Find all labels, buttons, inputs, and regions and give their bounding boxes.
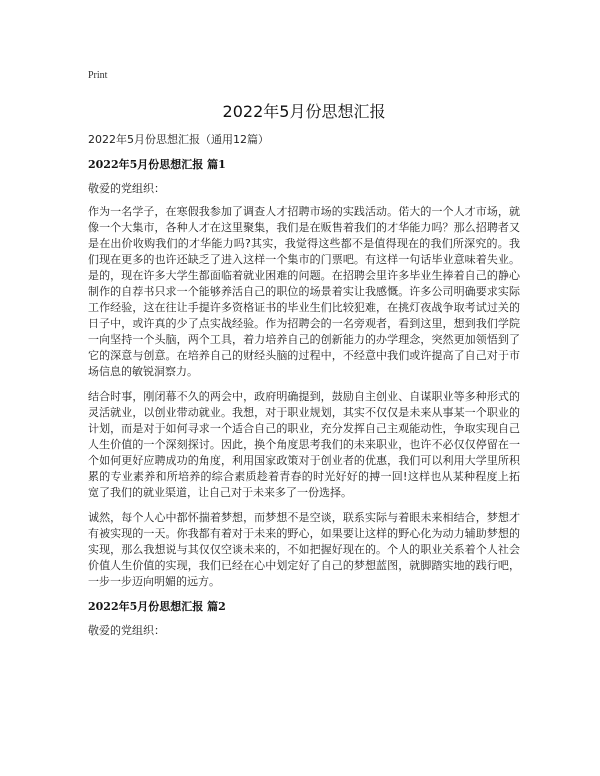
print-label: Print <box>88 70 108 81</box>
document-title: 2022年5月份思想汇报 <box>222 102 386 121</box>
paragraph: 结合时事，刚闭幕不久的两会中，政府明确提到，鼓励自主创业、自谋职业等多种形式的灵活就业，以创业带动就业。我想，对于职业规划，其实不仅仅是未来从事某一个职业的计划，而是对于如何寻求一个适合自己的职业，充分发挥自己主观能动性，争取实现自己人生价值的一个深刻探讨。因此，换个角度思考我们的未来职业，也许不必仅仅停留在一个如何更好应聘成功的角度，利用国家政策对于创业者的优惠，我们可以利用大学里所积累的专业素养和所培养的综合素质趁着青春的时光好好的搏一回!这样也从某种程度上拓宽了我们的就业渠道，让自己对于未来多了一份选择。 <box>88 390 520 499</box>
section-1 <box>88 157 520 590</box>
paragraph: 诚然，每个人心中都怀揣着梦想，而梦想不是空谈，联系实际与着眼未来相结合，梦想才有被实现的一天。你我都有着对于未来的野心，如果要让这样的野心化为动力辅助梦想的实现，那么我想说与其仅仅空谈未来的，不如把握好现在的。个人的职业关系着个人社会价值人生价值的实现，我们已经在心中划定好了自己的梦想蓝图，就脚踏实地的践行吧，一步一步迈向明媚的远方。 <box>88 511 520 588</box>
paragraph: 作为一名学子，在寒假我参加了调查人才招聘市场的实践活动。偌大的一个人才市场，就像一个大集市，各种人才在这里聚集，我们是在贩售着我们的才华能力吗？那么招聘者又是在出价收购我们的才华能力吗?其实，我觉得这些都不是值得现在的我们所深究的。我们现在更多的也许还缺乏了进入这样一个集市的门票吧。有这样一句话毕业意味着失业。是的，现在许多大学生都面临着就业困难的问题。在招聘会里许多毕业生捧着自己的静心制作的自荐书只求一个能够养活自己的职位的场景着实让我感慨。许多公司明确要求实际工作经验，这在往让手提许多资格证书的毕业生们比较犯难，在挑灯夜战争取考试过关的日子中，或许真的少了点实战经验。作为招聘会的一名旁观者，看到这里，想到我们学院一向坚持一个头脑，两个工具，着力培养自己的创新能力的办学理念，突然更加领悟到了它的深意与创意。在培养自己的财经头脑的过程中，不经意中我们或许提高了自己对于市场信息的敏锐洞察力。 <box>88 205 520 378</box>
document-subtitle: 2022年5月份思想汇报（通用12篇） <box>88 133 269 146</box>
section-heading: 2022年5月份思想汇报 篇2 <box>88 600 226 613</box>
document-page <box>88 70 520 646</box>
salutation: 敬爱的党组织： <box>88 624 165 637</box>
section-heading: 2022年5月份思想汇报 篇1 <box>88 158 226 171</box>
salutation: 敬爱的党组织： <box>88 182 165 195</box>
section-2 <box>88 599 520 639</box>
